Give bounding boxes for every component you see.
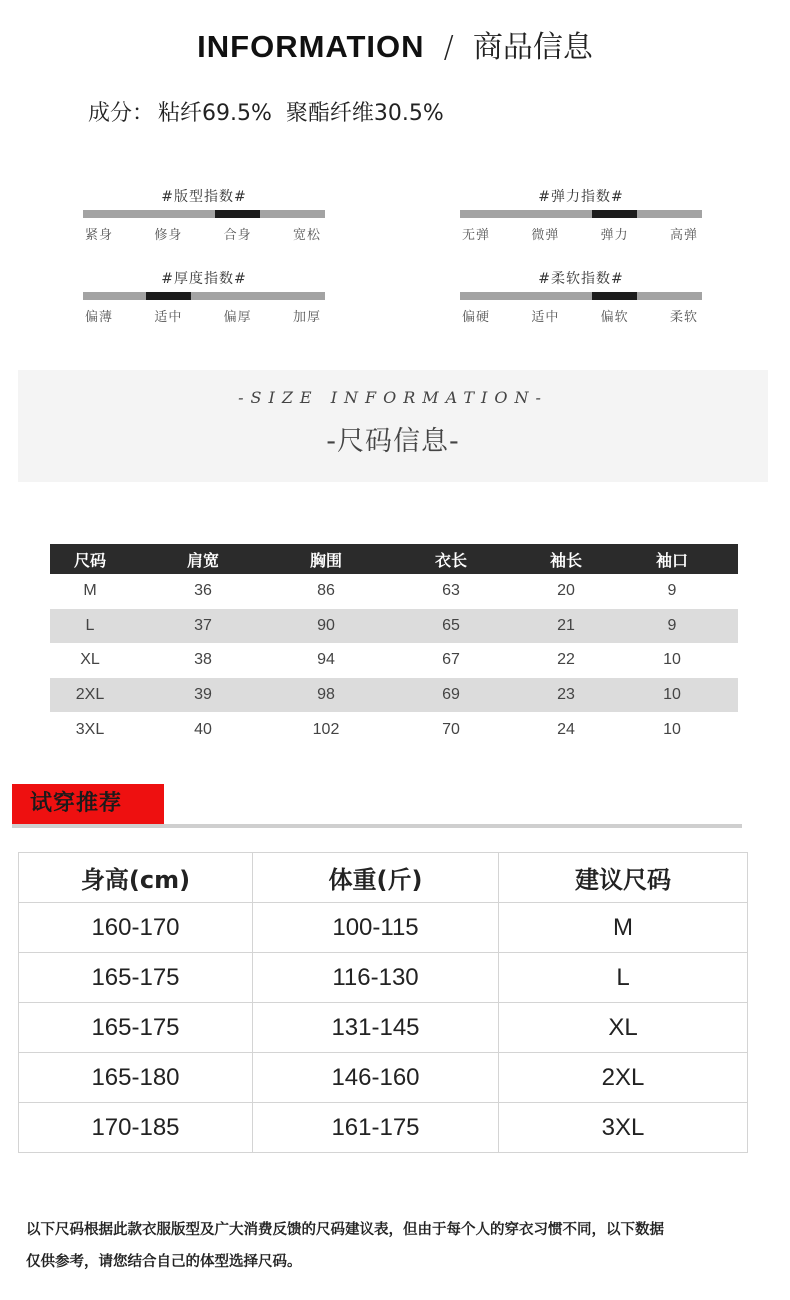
thickness-index-label: 偏薄 xyxy=(85,310,114,325)
table-row xyxy=(50,678,738,713)
table-cell: 63 xyxy=(442,582,460,600)
table-row xyxy=(50,712,738,747)
table-cell: 40 xyxy=(194,720,212,738)
table-cell: 102 xyxy=(312,720,340,738)
table-cell: 161-175 xyxy=(253,1103,499,1153)
composition-label: 成分： xyxy=(88,101,155,126)
thickness-index-label: 偏厚 xyxy=(223,310,252,325)
recommendation-divider xyxy=(12,824,742,828)
disclaimer-line: 仅供参考，请您结合自己的体型选择尺码。 xyxy=(26,1254,302,1270)
softness-index-label: 适中 xyxy=(531,310,560,325)
recommendation-header: 体重(斤) xyxy=(253,853,499,903)
disclaimer-line: 以下尺码根据此款衣服版型及广大消费反馈的尺码建议表，但由于每个人的穿衣习惯不同，以下数据 xyxy=(26,1222,664,1238)
thickness-index-marker xyxy=(146,292,191,300)
elasticity-index-label: 高弹 xyxy=(669,228,698,243)
elasticity-index-title: #弹力指数# xyxy=(538,189,624,205)
size-table-header: 肩宽 xyxy=(130,544,276,574)
thickness-index-label: 适中 xyxy=(154,310,183,325)
table-row xyxy=(19,953,748,1003)
table-cell: 10 xyxy=(663,720,681,738)
softness-index-title: #柔软指数# xyxy=(538,271,624,287)
table-row xyxy=(50,643,738,678)
table-cell: 10 xyxy=(663,651,681,669)
table-cell: 170-185 xyxy=(19,1103,253,1153)
recommendation-tag: 试穿推荐 xyxy=(12,784,164,824)
table-cell: 21 xyxy=(526,609,606,644)
size-info-banner xyxy=(18,370,768,482)
header-separator: / xyxy=(443,30,454,65)
fit-index xyxy=(83,186,325,243)
table-cell: 10 xyxy=(606,678,738,713)
table-cell: L xyxy=(50,609,130,644)
table-cell: 98 xyxy=(276,678,376,713)
table-row xyxy=(19,1053,748,1103)
table-cell: 86 xyxy=(317,582,335,600)
table-cell: 38 xyxy=(194,651,212,669)
page-header xyxy=(0,22,790,66)
table-cell: 100-115 xyxy=(253,903,499,953)
softness-index-label: 偏软 xyxy=(600,310,629,325)
table-cell: 37 xyxy=(130,609,276,644)
elasticity-index-bar xyxy=(460,210,702,218)
table-cell: 24 xyxy=(557,720,575,738)
recommendation-header-row xyxy=(19,853,748,903)
table-cell: 20 xyxy=(557,582,575,600)
fit-index-label: 紧身 xyxy=(85,228,114,243)
table-cell: 22 xyxy=(557,651,575,669)
table-cell: 116-130 xyxy=(253,953,499,1003)
table-cell: 69 xyxy=(376,678,526,713)
recommendation-header: 建议尺码 xyxy=(499,853,748,903)
disclaimer-note xyxy=(26,1214,766,1278)
table-cell: XL xyxy=(499,1003,748,1053)
table-cell: 23 xyxy=(526,678,606,713)
table-row xyxy=(19,903,748,953)
thickness-index xyxy=(83,268,325,325)
table-cell: 165-180 xyxy=(19,1053,253,1103)
elasticity-index-marker xyxy=(592,210,637,218)
header-title-cn: 商品信息 xyxy=(472,30,593,65)
thickness-index-title: #厚度指数# xyxy=(161,271,247,287)
table-cell: 165-175 xyxy=(19,953,253,1003)
size-info-title-cn: -尺码信息- xyxy=(326,426,460,457)
softness-index-label: 偏硬 xyxy=(462,310,491,325)
thickness-index-label: 加厚 xyxy=(292,310,321,325)
table-cell: 2XL xyxy=(50,678,130,713)
fit-index-label: 合身 xyxy=(223,228,252,243)
elasticity-index xyxy=(460,186,702,243)
size-table-header: 袖口 xyxy=(606,544,738,574)
table-row xyxy=(19,1103,748,1153)
softness-index-label: 柔软 xyxy=(669,310,698,325)
softness-index-marker xyxy=(592,292,637,300)
fit-index-marker xyxy=(215,210,260,218)
table-cell: M xyxy=(83,582,97,600)
thickness-index-bar xyxy=(83,292,325,300)
recommendation-header: 身高(cm) xyxy=(19,853,253,903)
table-cell: 70 xyxy=(442,720,460,738)
table-cell: M xyxy=(499,903,748,953)
table-row xyxy=(19,1003,748,1053)
recommendation-table xyxy=(18,852,748,1153)
composition-text: 粘纤69.5% 聚酯纤维30.5% xyxy=(158,101,444,126)
table-cell: 2XL xyxy=(499,1053,748,1103)
table-cell: 146-160 xyxy=(253,1053,499,1103)
size-table xyxy=(50,544,738,747)
softness-index xyxy=(460,268,702,325)
table-cell: 160-170 xyxy=(19,903,253,953)
size-info-title-en: -SIZE INFORMATION- xyxy=(238,388,548,407)
table-cell: 3XL xyxy=(75,720,105,738)
table-cell: 131-145 xyxy=(253,1003,499,1053)
table-cell: 3XL xyxy=(499,1103,748,1153)
table-cell: 39 xyxy=(130,678,276,713)
elasticity-index-label: 微弹 xyxy=(531,228,560,243)
elasticity-index-label: 弹力 xyxy=(600,228,629,243)
table-cell: 9 xyxy=(667,582,677,600)
table-cell: 65 xyxy=(376,609,526,644)
table-cell: 36 xyxy=(194,582,212,600)
fit-index-label: 修身 xyxy=(154,228,183,243)
fit-index-title: #版型指数# xyxy=(161,189,247,205)
fit-index-label: 宽松 xyxy=(292,228,321,243)
table-cell: 90 xyxy=(276,609,376,644)
table-cell: 9 xyxy=(606,609,738,644)
size-table-header: 胸围 xyxy=(276,544,376,574)
softness-index-bar xyxy=(460,292,702,300)
size-table-header: 衣长 xyxy=(376,544,526,574)
table-cell: 165-175 xyxy=(19,1003,253,1053)
table-cell: 94 xyxy=(317,651,335,669)
composition xyxy=(88,96,444,127)
elasticity-index-label: 无弹 xyxy=(462,228,491,243)
table-cell: XL xyxy=(80,651,100,669)
size-table-header: 袖长 xyxy=(526,544,606,574)
size-table-header-row xyxy=(50,544,738,574)
table-cell: L xyxy=(499,953,748,1003)
header-title-en: INFORMATION xyxy=(197,29,425,64)
table-cell: 67 xyxy=(442,651,460,669)
fit-index-bar xyxy=(83,210,325,218)
size-table-header: 尺码 xyxy=(50,544,130,574)
table-row xyxy=(50,609,738,644)
table-row xyxy=(50,574,738,609)
